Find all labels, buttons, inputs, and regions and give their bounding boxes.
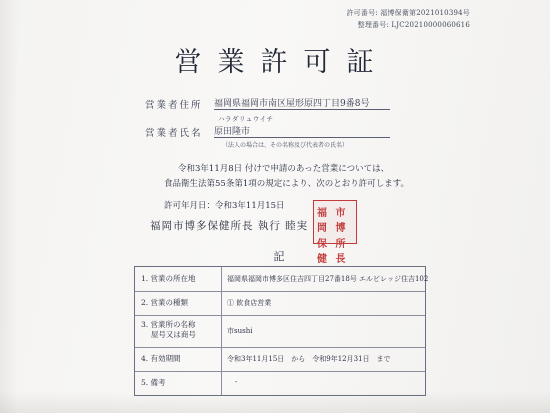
table-row — [135, 267, 429, 292]
row-label: 4. 有効期間 — [141, 354, 181, 363]
table-row — [135, 347, 425, 372]
table-row — [135, 291, 425, 316]
document-title: 営業許可証 — [174, 47, 390, 78]
row-value: - — [235, 378, 238, 386]
body-line-1: 令和3年11月8日 付けで申請のあった営業については、 — [178, 164, 390, 174]
seal-char: 福岡 — [317, 208, 327, 234]
registration-number: 整理番号: LJC20210000060616 — [357, 21, 470, 29]
row-value: 市sushi — [227, 327, 253, 335]
name-value: 原田隆市 — [214, 124, 390, 138]
seal-char: 所長 — [335, 239, 346, 265]
seal-char: 市博 — [335, 208, 346, 234]
address-value: 福岡県福岡市南区屋形原四丁目9番8号 — [214, 96, 390, 110]
row-label: 1. 営業の所在地 — [141, 274, 196, 283]
section-heading: 記 — [273, 250, 285, 263]
table-row — [135, 315, 425, 348]
row-value: 令和3年11月15日 から 令和9年12月31日 まで — [227, 355, 391, 363]
body-line-2: 食品衛生法第55条第1項の規定により、次のとおり許可します。 — [164, 179, 410, 189]
row-value: 福岡県福岡市博多区住吉四丁目27番18号 エルビレッジ住吉102 — [227, 275, 429, 283]
row-label: 5. 備考 — [141, 378, 166, 387]
name-label: 営業者氏名 — [145, 128, 203, 139]
seal-char: 保健 — [317, 239, 327, 265]
corporation-note: （法人の場合は、その名称及び代表者の氏名） — [222, 142, 349, 149]
name-reading: ハラダリュウイチ — [218, 115, 274, 123]
page-shadow-bottom — [0, 391, 550, 413]
permit-date: 許可年月日：令和3年11月15日 — [164, 201, 285, 211]
issuer-name: 福岡市博多保健所長 執行 睦実 — [150, 220, 309, 232]
row-label: 2. 営業の種類 — [141, 298, 189, 307]
official-seal — [313, 200, 357, 265]
address-label: 営業者住所 — [145, 100, 203, 111]
row-value: ① 飲食店営業 — [227, 299, 272, 307]
row-label: 3. 営業所の名称 屋号又は商号 — [141, 320, 196, 339]
permit-number: 許可番号: 福博保衛第2021010394号 — [346, 9, 470, 17]
permit-details-table — [134, 266, 429, 396]
